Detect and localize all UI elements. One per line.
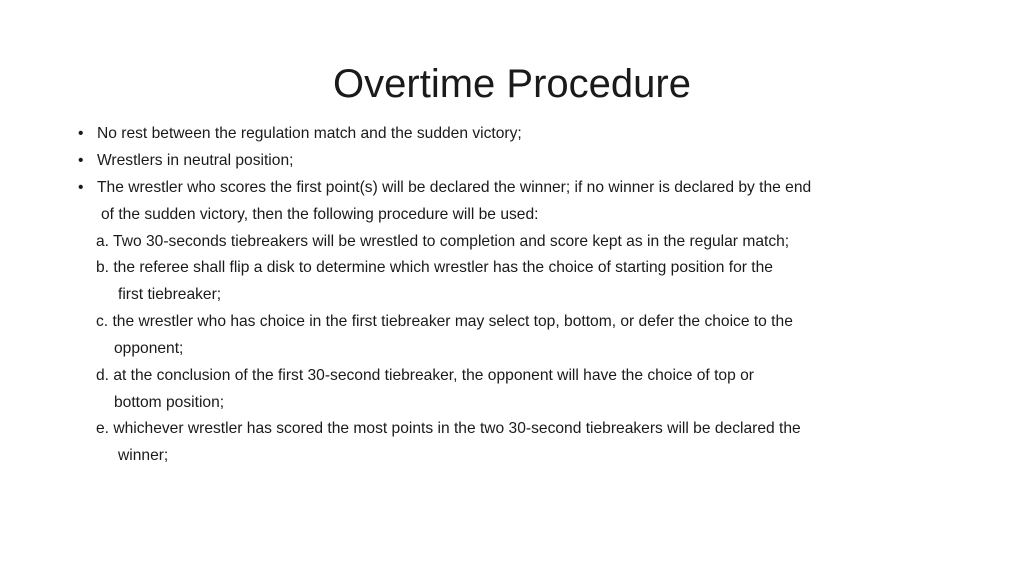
bullet-text-first-point-continuation: of the sudden victory, then the following procedure will be used: — [101, 206, 539, 223]
sub-item-e: e. whichever wrestler has scored the most points in the two 30-second tiebreakers will be declared the — [96, 420, 801, 437]
sub-item-a: a. Two 30-seconds tiebreakers will be wrestled to completion and score kept as in the regular match; — [96, 233, 790, 250]
sub-item-e-continuation: winner; — [118, 447, 169, 464]
sub-item-c-continuation: opponent; — [114, 340, 184, 357]
bullet-text-first-point: The wrestler who scores the first point(s) will be declared the winner; if no winner is declared by the end — [97, 179, 812, 196]
bullet-marker: • — [78, 179, 84, 196]
sub-item-b: b. the referee shall flip a disk to determine which wrestler has the choice of starting position for the — [96, 259, 773, 276]
bullet-text-rest: No rest between the regulation match and the sudden victory; — [97, 125, 522, 142]
slide-title: Overtime Procedure — [333, 62, 691, 106]
bullet-marker: • — [78, 152, 84, 169]
bullet-text-neutral: Wrestlers in neutral position; — [97, 152, 294, 169]
sub-item-c: c. the wrestler who has choice in the first tiebreaker may select top, bottom, or defer the choice to the — [96, 313, 793, 330]
sub-item-b-continuation: first tiebreaker; — [118, 286, 222, 303]
bullet-marker: • — [78, 125, 84, 142]
sub-item-d: d. at the conclusion of the first 30-second tiebreaker, the opponent will have the choice of top or — [96, 367, 754, 384]
sub-item-d-continuation: bottom position; — [114, 394, 225, 411]
